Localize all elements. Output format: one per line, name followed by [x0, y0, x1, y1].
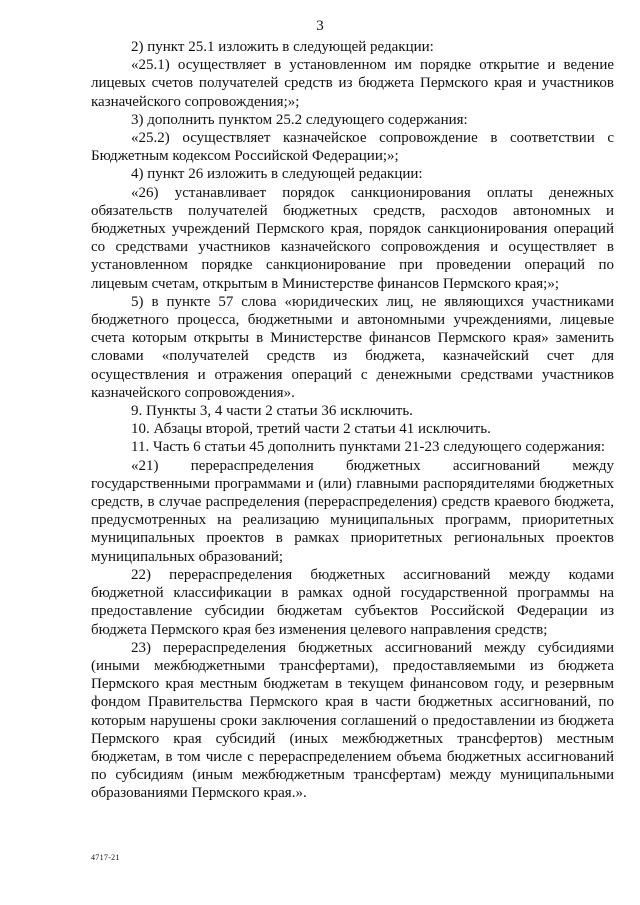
paragraph-quote-25-1: «25.1) осуществляет в установленном им порядке открытие и ведение лицевых счетов получателей средств из бюджета Пермского края и участников казначейского сопровождения;»;: [91, 57, 614, 110]
paragraph-item-4: 4) пункт 26 изложить в следующей редакции:: [131, 166, 423, 183]
paragraph-section-10: 10. Абзацы второй, третий части 2 статьи 41 исключить.: [131, 421, 491, 438]
paragraph-quote-23: 23) перераспределения бюджетных ассигнований между субсидиями (иными межбюджетными трансфертами), предоставляемыми из бюджета Пермского края местным бюджетам в текущем финансовом году, и резервным фондом Правительства Пермского края в части бюджетных ассигнований, по которым нарушены сроки заключения соглашений о предоставлении из бюджета Пермского края субсидий (иных межбюджетных трансфертов) местным бюджетам, в том числе с перераспределением объема бюджетных ассигнований по субсидиям (иным межбюджетным трансфертам) между муниципальными образованиями Пермского края.».: [91, 639, 614, 802]
paragraph-section-9: 9. Пункты 3, 4 части 2 статьи 36 исключить.: [131, 403, 413, 420]
document-code: 4717-21: [91, 853, 120, 862]
paragraph-item-3: 3) дополнить пунктом 25.2 следующего содержания:: [131, 111, 468, 128]
paragraph-quote-26: «26) устанавливает порядок санкционирования оплаты денежных обязательств получателей бюджетных средств, расходов автономных и бюджетных учреждений Пермского края, порядок санкционирования операций со средствами участников казначейского сопровождения и осуществляет в установленном порядке санкционирование при проведении операций по лицевым счетам, открытым в Министерстве финансов Пермского края;»;: [91, 184, 614, 292]
paragraph-quote-25-2: «25.2) осуществляет казначейское сопровождение в соответствии с Бюджетным кодексом Российской Федерации;»;: [91, 130, 614, 165]
paragraph-section-11: 11. Часть 6 статьи 45 дополнить пунктами 21-23 следующего содержания:: [131, 439, 606, 456]
paragraph-quote-22: 22) перераспределения бюджетных ассигнований между кодами бюджетной классификации в рамках одной государственной программы на предоставление субсидии бюджетам субъектов Российской Федерации из бюджета Пермского края без изменения целевого направления средств;: [91, 566, 614, 638]
page-number: 3: [316, 18, 324, 34]
paragraph-item-5: 5) в пункте 57 слова «юридических лиц, не являющихся участниками бюджетного процесса, бюджетными и автономными учреждениями, лицевые счета которым открыты в Министерстве финансов Пермского края» заменить словами «получателей средств из бюджета, казначейский счет для осуществления и отражения операций с денежными средствами участников казначейского сопровождения».: [91, 293, 614, 401]
paragraph-quote-21: «21) перераспределения бюджетных ассигнований между государственными программами и (или) главными распорядителями бюджетных средств, в случае распределения (перераспределения) средств краевого бюджета, предусмотренных на реализацию муниципальных программ, приоритетных муниципальных проектов в рамках приоритетных региональных проектов муниципальных образований;: [91, 457, 614, 565]
paragraph-item-2: 2) пункт 25.1 изложить в следующей редакции:: [131, 39, 434, 55]
document-body: [91, 38, 614, 803]
